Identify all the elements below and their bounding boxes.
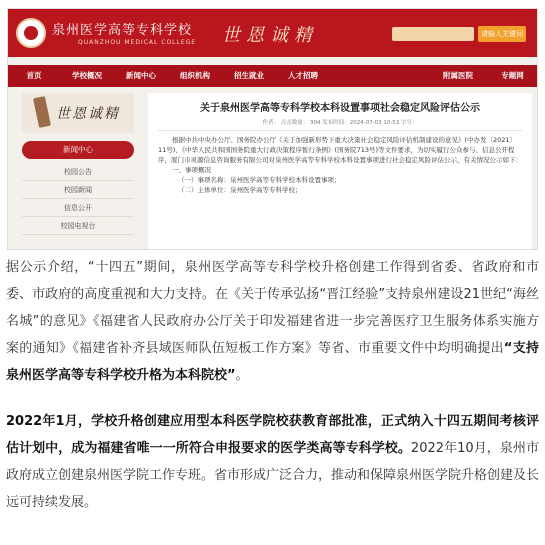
article-item-entity: （二）主体单位：泉州医学高等专科学校；: [178, 186, 302, 194]
sidebar-heading: 新闻中心: [22, 141, 134, 159]
paragraph-2-highlight: 2022年1月，学校升格创建应用型本科医学院校获教育部批准，正式纳入十四五期间考核评估计划中，成为福建省唯一一所符合申报要求的医学类高等专科学校。: [6, 414, 539, 456]
article-item-name: （一）事项名称：泉州医学高等专科学校本科设置事项；: [178, 176, 341, 184]
search-input[interactable]: [392, 27, 474, 41]
article-panel: [148, 93, 532, 250]
school-seal-icon: [16, 18, 46, 48]
paragraph-1-highlight: “支持泉州医学高等专科学校升格为本科院校”: [6, 341, 539, 383]
website-screenshot: [7, 8, 538, 250]
sidebar-banner-image: [22, 93, 134, 133]
school-motto: 世恩诚精: [222, 25, 318, 46]
article-meta: 作者： 点击数量： 304 发布时间：2024-07-03 10:53 字号：: [158, 118, 522, 131]
paragraph-1-end: 。: [235, 368, 249, 383]
main-nav: [8, 65, 538, 87]
sidebar-item-disclosure[interactable]: 信息公开: [22, 199, 134, 217]
nav-organization[interactable]: 组织机构: [180, 71, 210, 80]
nav-home[interactable]: 首页: [26, 71, 42, 80]
article-body: 根据中共中央办公厅、国务院办公厅《关于加强新形势下重大决策社会稳定风险评估机制建设的意见》(中办发〔2021〕11号)、《中华人民共和国国务院重大行政决策程序暂行条例》(国务院713号)等文件要求，为切实履行公众参与、信息公开程序，厦门市灵源信息咨询服务有限公司对泉州医学高等专科学校本科设置事项进行社会稳定风险评估公示，有关情况公示如下：: [158, 136, 522, 164]
sidebar-banner-text: 世恩诚精: [56, 106, 120, 122]
site-header: [8, 9, 538, 57]
nav-hospital[interactable]: 附属医院: [443, 71, 473, 80]
sidebar-item-campus-tv[interactable]: 校园电视台: [22, 217, 134, 235]
nav-topics[interactable]: 专题网: [501, 71, 524, 80]
article-section-heading: 一、事项概况: [172, 166, 211, 174]
nav-item-8[interactable]: [380, 65, 430, 87]
nav-news[interactable]: 新闻中心: [126, 71, 156, 80]
paragraph-milestone: [6, 408, 539, 516]
nav-item-7[interactable]: [330, 65, 380, 87]
sidebar-item-campus-news[interactable]: 校园新闻: [22, 181, 134, 199]
article-title: 关于泉州医学高等专科学校本科设置事项社会稳定风险评估公示: [200, 103, 480, 114]
sidebar-list: [22, 163, 134, 235]
search-button[interactable]: 请输入关键词: [478, 26, 526, 42]
paragraph-background: [6, 254, 539, 389]
paragraph-2-text: 2022年10月，泉州市政府成立创建泉州医学院工作专班。省市形成广泛合力，推动和保障泉州医学院升格创建及长远可持续发展。: [6, 441, 540, 510]
sidebar-item-announcements[interactable]: 校园公告: [22, 163, 134, 181]
nav-about[interactable]: 学校概况: [72, 71, 102, 80]
nav-admissions[interactable]: 招生就业: [234, 71, 264, 80]
school-name: 泉州医学高等专科学校: [52, 23, 193, 38]
school-name-en: QUANZHOU MEDICAL COLLEGE: [78, 39, 197, 46]
nav-recruitment[interactable]: 人才招聘: [288, 71, 318, 80]
paragraph-1-text: 据公示介绍，“十四五”期间，泉州医学高等专科学校升格创建工作得到省委、省政府和市委、市政府的高度重视和大力支持。在《关于传承弘扬“晋江经验”支持泉州建设21世纪“海丝名城”的意见》《福建省人民政府办公厅关于印发福建省进一步完善医疗卫生服务体系实施方案的通知》《福建省补齐县域医师队伍短板工作方案》等省、市重要文件中均明确提出: [6, 260, 539, 356]
